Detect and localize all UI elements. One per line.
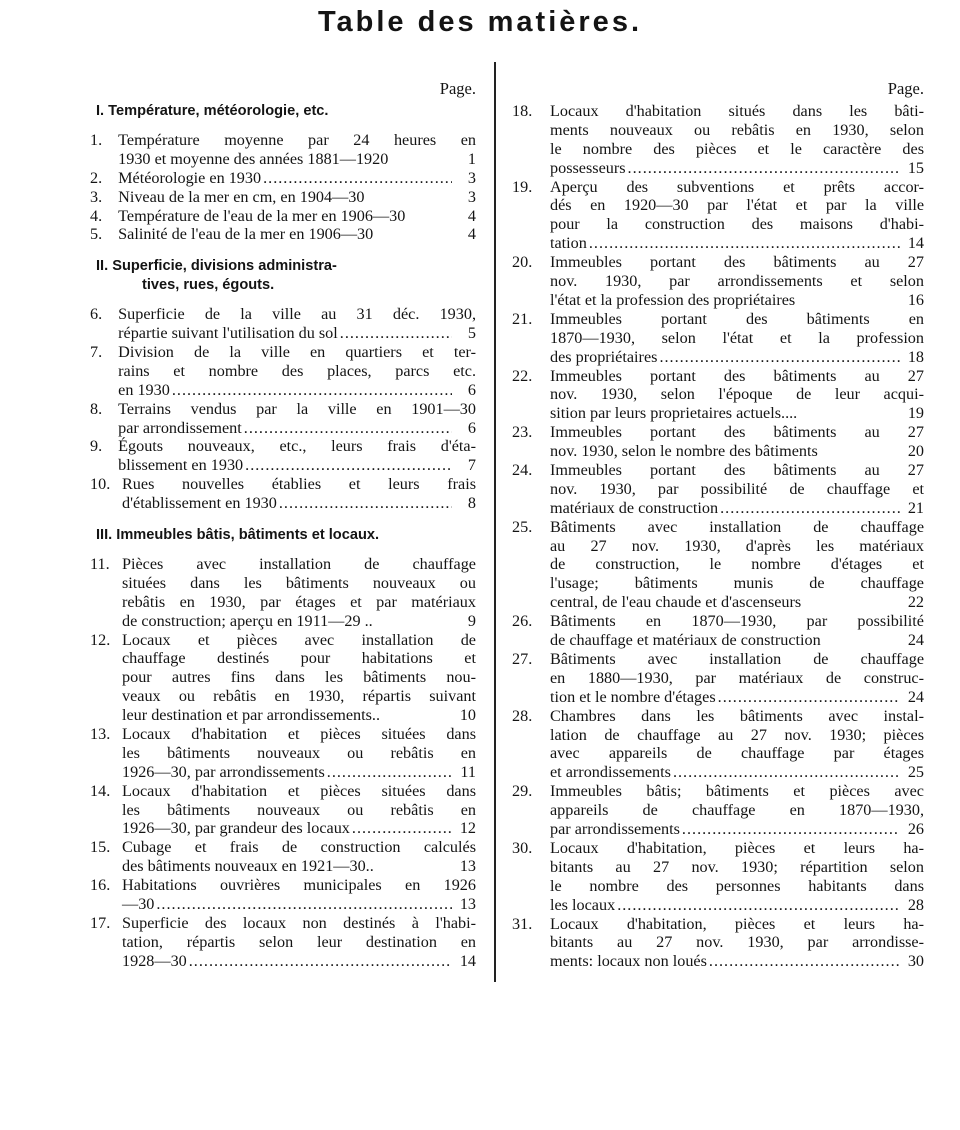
- entry-text: 1926—30, par grandeur des locaux: [122, 819, 350, 838]
- entry-line: de construction, le nombre d'étages et: [550, 555, 924, 574]
- entry-number: 17.: [90, 913, 111, 932]
- entry-line: Immeubles bâtis; bâtiments et pièces avec: [550, 782, 924, 801]
- entry-line: Bâtiments en 1870—1930, par possibilité: [550, 612, 924, 631]
- toc-entry: [90, 781, 476, 839]
- page-number: 16: [907, 290, 924, 309]
- heading-spacer: [106, 295, 476, 305]
- toc-entry: [512, 612, 924, 650]
- entry-body: [550, 650, 924, 707]
- entry-body: [550, 178, 924, 254]
- entry-number: 3.: [90, 187, 103, 206]
- toc-entry: [90, 187, 476, 207]
- toc-entry: [90, 554, 476, 631]
- toc-entry: [512, 915, 924, 972]
- entry-line: rebâtis en 1930, par étages et par matériaux: [122, 592, 476, 611]
- entry-text: matériaux de construction: [550, 498, 719, 517]
- entry-text: nov. 1930, selon le nombre des bâtiments: [550, 442, 818, 461]
- entry-line: ments nouveaux ou rebâtis en 1930, selon: [550, 120, 924, 139]
- right-column-body: [512, 102, 924, 971]
- entry-number: 21.: [512, 309, 533, 328]
- entry-number: 14.: [90, 781, 111, 800]
- page-number: 14: [459, 951, 476, 970]
- entry-line: pour la construction des maisons d'habi-: [550, 215, 924, 234]
- entry-line: Cubage et frais de construction calculés: [122, 838, 476, 857]
- page-number: 22: [907, 593, 924, 612]
- toc-entry: [90, 225, 476, 244]
- entry-line: [118, 207, 476, 226]
- entry-body: [118, 305, 476, 343]
- entry-number: 13.: [90, 724, 111, 743]
- entry-text: Niveau de la mer en cm, en 1904—30: [118, 187, 365, 206]
- entry-number: 31.: [512, 914, 533, 933]
- leader-space: [373, 612, 454, 631]
- entry-line: [118, 324, 476, 343]
- entry-number: 10.: [90, 475, 111, 494]
- entry-body: [118, 400, 476, 438]
- toc-entry: [512, 367, 924, 424]
- entry-text: des bâtiments nouveaux en 1921—30..: [122, 857, 374, 876]
- leader-space: [797, 404, 902, 423]
- entry-text: sition par leurs proprietaires actuels....: [550, 404, 798, 423]
- entry-line: Locaux et pièces avec installation de: [122, 630, 476, 649]
- entry-line: Division de la ville en quartiers et ter-: [118, 342, 476, 361]
- entry-text: de construction; aperçu en 1911—29 ..: [122, 611, 373, 630]
- entry-line: [550, 763, 924, 782]
- leader-space: [380, 706, 454, 725]
- toc-entry: [512, 461, 924, 518]
- toc-entry: [90, 168, 476, 188]
- entry-line: Locaux d'habitation, pièces et leurs ha-: [550, 914, 924, 933]
- entry-text: 1928—30: [122, 951, 187, 970]
- toc-entry: [90, 724, 476, 782]
- dot-leader: [172, 381, 452, 400]
- entry-line: [118, 381, 476, 400]
- entry-line: [550, 688, 924, 707]
- entry-line: [550, 291, 924, 310]
- entry-body: [122, 725, 476, 782]
- entry-body: [118, 437, 476, 475]
- entry-body: [118, 207, 476, 226]
- entry-line: [550, 442, 924, 461]
- entry-line: [550, 820, 924, 839]
- entry-line: au 27 nov. 1930, d'après les matériaux: [550, 536, 924, 555]
- dot-leader: [189, 952, 452, 971]
- entry-text: l'état et la profession des propriétaires: [550, 290, 796, 309]
- page-number: 8: [467, 494, 476, 513]
- page-number: 13: [459, 857, 476, 876]
- page-number: 13: [459, 895, 476, 914]
- toc-entry: [90, 437, 476, 475]
- page-number: 28: [907, 895, 924, 914]
- leader-space: [801, 593, 902, 612]
- entry-body: [550, 707, 924, 783]
- entry-body: [550, 612, 924, 650]
- entry-line: Locaux d'habitation et pièces situées dans: [122, 724, 476, 743]
- page-number: 30: [907, 952, 924, 971]
- entry-number: 26.: [512, 612, 533, 631]
- toc-entry: [90, 206, 476, 226]
- entry-line: Locaux d'habitation, pièces et leurs ha-: [550, 838, 924, 857]
- dot-leader: [659, 348, 900, 367]
- toc-entry: [90, 630, 476, 725]
- entry-line: [122, 819, 476, 838]
- entry-line: 1870—1930, selon l'état et la profession: [550, 328, 924, 347]
- heading-spacer: [106, 545, 476, 555]
- entry-line: Superficie des locaux non destinés à l'habi-: [122, 913, 476, 932]
- page-number: 19: [907, 404, 924, 423]
- entry-body: [118, 169, 476, 188]
- entry-body: [122, 838, 476, 876]
- leader-space: [821, 631, 902, 650]
- left-column-body: [90, 102, 476, 971]
- leader-space: [795, 291, 902, 310]
- section-spacer: [106, 513, 476, 526]
- page-column-header: [512, 80, 924, 99]
- page-number: 6: [467, 380, 476, 399]
- dot-leader: [327, 763, 452, 782]
- entry-line: [550, 159, 924, 178]
- entry-text: Température de l'eau de la mer en 1906—30: [118, 206, 406, 225]
- page-number: 1: [467, 149, 476, 168]
- entry-line: chauffage destinés pour habitations et: [122, 649, 476, 668]
- entry-line: Immeubles portant des bâtiments au 27: [550, 423, 924, 442]
- dot-leader: [589, 234, 900, 253]
- page-number: 9: [467, 611, 476, 630]
- toc-entry: [90, 342, 476, 400]
- entry-line: Aperçu des subventions et prêts accor-: [550, 177, 924, 196]
- entry-line: en 1880—1930, par matériaux de construc-: [550, 668, 924, 687]
- page-number: 14: [907, 234, 924, 253]
- entry-number: 18.: [512, 102, 533, 120]
- heading-spacer: [106, 121, 476, 131]
- entry-number: 28.: [512, 706, 533, 725]
- entry-text: de chauffage et matériaux de construction: [550, 631, 821, 650]
- entry-line: Pièces avec installation de chauffage: [122, 554, 476, 573]
- section-heading: III. Immeubles bâtis, bâtiments et locaux.: [96, 527, 380, 544]
- entry-number: 20.: [512, 253, 533, 272]
- entry-body: [550, 782, 924, 839]
- entry-number: 19.: [512, 177, 533, 196]
- leader-space: [818, 442, 902, 461]
- entry-line: [122, 952, 476, 971]
- dot-leader: [718, 688, 900, 707]
- dot-leader: [263, 169, 452, 188]
- entry-text: par arrondissement: [118, 418, 242, 437]
- entry-number: 11.: [90, 554, 110, 573]
- toc-entry: [90, 130, 476, 169]
- entry-line: Immeubles portant des bâtiments au 27: [550, 253, 924, 272]
- entry-line: l'usage; bâtiments munis de chauffage: [550, 574, 924, 593]
- entry-line: [550, 499, 924, 518]
- entry-line: rains et nombre des places, parcs etc.: [118, 361, 476, 380]
- leader-space: [388, 150, 454, 169]
- entry-line: [550, 234, 924, 253]
- entry-text: blissement en 1930: [118, 456, 244, 475]
- toc-entry: [512, 102, 924, 178]
- entry-number: 16.: [90, 876, 111, 895]
- entry-body: [550, 423, 924, 461]
- entry-body: [550, 253, 924, 310]
- entry-number: 7.: [90, 342, 103, 361]
- dot-leader: [352, 819, 452, 838]
- entry-number: 24.: [512, 461, 533, 480]
- entry-text: —30: [122, 895, 155, 914]
- entry-line: [550, 896, 924, 915]
- entry-number: 8.: [90, 399, 103, 418]
- toc-entry: [512, 310, 924, 367]
- entry-body: [118, 343, 476, 400]
- entry-body: [122, 555, 476, 631]
- toc-entry: [512, 707, 924, 783]
- dot-leader: [279, 494, 452, 513]
- entry-body: [122, 631, 476, 725]
- page-number: 7: [467, 456, 476, 475]
- entry-line: [122, 857, 476, 876]
- page-title: Table des matières.: [317, 6, 643, 38]
- leader-space: [364, 188, 454, 207]
- page-number: 5: [467, 324, 476, 343]
- entry-body: [550, 461, 924, 518]
- column-divider: [494, 62, 496, 982]
- section-heading: II. Superficie, divisions administra-: [96, 258, 337, 275]
- page-number: 10: [459, 706, 476, 725]
- toc-entry: [90, 475, 476, 513]
- entry-body: [550, 367, 924, 424]
- entry-line: lation de chauffage au 27 nov. 1930; pièces: [550, 725, 924, 744]
- toc-entry: [512, 423, 924, 461]
- entry-line: Rues nouvelles établies et leurs frais: [122, 475, 476, 494]
- entry-line: Superficie de la ville au 31 déc. 1930,: [118, 305, 476, 324]
- entry-line: [122, 763, 476, 782]
- dot-leader: [244, 419, 452, 438]
- toc-entry: [90, 399, 476, 438]
- entry-line: nov. 1930, par arrondissements et selon: [550, 272, 924, 291]
- page-number: 18: [907, 347, 924, 366]
- dot-leader: [340, 324, 452, 343]
- entry-number: 12.: [90, 630, 111, 649]
- entry-text: tion et le nombre d'étages: [550, 687, 716, 706]
- entry-number: 6.: [90, 305, 103, 324]
- dot-leader: [673, 763, 900, 782]
- entry-body: [118, 131, 476, 169]
- page-number: 11: [460, 762, 476, 781]
- page-column-header: [106, 80, 476, 99]
- entry-body: [550, 102, 924, 178]
- entry-line: Locaux d'habitation situés dans les bâti-: [550, 102, 924, 120]
- page-number: 24: [907, 631, 924, 650]
- entry-number: 9.: [90, 437, 103, 456]
- section-heading: tives, rues, égouts.: [142, 277, 275, 294]
- dot-leader: [682, 820, 900, 839]
- entry-line: les bâtiments nouveaux ou rebâtis en: [122, 800, 476, 819]
- dot-leader: [709, 952, 900, 971]
- section-spacer: [106, 244, 476, 257]
- entry-line: [122, 706, 476, 725]
- entry-line: nov. 1930, par possibilité de chauffage et: [550, 479, 924, 498]
- page-number: 3: [467, 187, 476, 206]
- entry-line: les bâtiments nouveaux ou rebâtis en: [122, 743, 476, 762]
- page-number: 21: [907, 498, 924, 517]
- page-number: 4: [467, 225, 476, 244]
- entry-line: Bâtiments avec installation de chauffage: [550, 517, 924, 536]
- toc-entry: [512, 178, 924, 254]
- entry-body: [550, 310, 924, 367]
- entry-number: 25.: [512, 517, 533, 536]
- page-number: 3: [467, 168, 476, 187]
- entry-body: [118, 188, 476, 207]
- entry-line: avec appareils de chauffage par étages: [550, 744, 924, 763]
- entry-number: 30.: [512, 838, 533, 857]
- entry-body: [122, 475, 476, 513]
- entry-line: Température moyenne par 24 heures en: [118, 130, 476, 149]
- entry-line: pour autres fins dans les bâtiments nou-: [122, 668, 476, 687]
- entry-line: tation, répartis selon leur destination en: [122, 932, 476, 951]
- page-label: Page.: [439, 79, 476, 98]
- entry-number: 1.: [90, 130, 103, 149]
- entry-number: 22.: [512, 366, 533, 385]
- entry-line: [122, 612, 476, 631]
- entry-text: par arrondissements: [550, 820, 680, 839]
- page-number: 26: [907, 820, 924, 839]
- leader-space: [374, 857, 454, 876]
- page-number: 20: [907, 442, 924, 461]
- page-number: 15: [907, 158, 924, 177]
- entry-line: [550, 952, 924, 971]
- entry-line: [550, 593, 924, 612]
- entry-body: [550, 839, 924, 915]
- toc-entry: [90, 305, 476, 343]
- entry-line: situées dans les bâtiments nouveaux ou: [122, 573, 476, 592]
- entry-number: 27.: [512, 649, 533, 668]
- entry-number: 5.: [90, 225, 103, 244]
- entry-line: Locaux d'habitation et pièces situées dans: [122, 781, 476, 800]
- left-column: [90, 79, 476, 971]
- entry-line: [550, 631, 924, 650]
- entry-body: [122, 876, 476, 914]
- entry-line: le nombre des pièces et le caractère des: [550, 139, 924, 158]
- entry-body: [550, 518, 924, 612]
- entry-line: [118, 169, 476, 188]
- dot-leader: [628, 159, 900, 178]
- entry-line: veaux ou rebâtis en 1930, répartis suivant: [122, 687, 476, 706]
- entry-line: [118, 188, 476, 207]
- entry-line: Chambres dans les bâtiments avec instal-: [550, 706, 924, 725]
- entry-body: [122, 782, 476, 839]
- dot-leader: [617, 896, 900, 915]
- entry-body: [550, 915, 924, 972]
- dot-leader: [156, 895, 452, 914]
- toc-entry: [512, 518, 924, 612]
- entry-line: Égouts nouveaux, etc., leurs frais d'éta-: [118, 437, 476, 456]
- entry-text: 1926—30, par arrondissements: [122, 762, 325, 781]
- entry-line: bitants au 27 nov. 1930; répartition selon: [550, 857, 924, 876]
- toc-entry: [512, 782, 924, 839]
- page-number: 4: [467, 206, 476, 225]
- entry-number: 15.: [90, 838, 111, 857]
- leader-space: [405, 207, 454, 226]
- toc-entry: [512, 839, 924, 915]
- entry-line: [118, 225, 476, 244]
- entry-line: [122, 895, 476, 914]
- page-number: 24: [907, 687, 924, 706]
- entry-line: [118, 419, 476, 438]
- entry-text: Salinité de l'eau de la mer en 1906—30: [118, 225, 374, 244]
- dot-leader: [245, 456, 452, 475]
- entry-line: nov. 1930, selon l'époque de leur acqui-: [550, 385, 924, 404]
- entry-line: Terrains vendus par la ville en 1901—30: [118, 399, 476, 418]
- entry-number: 23.: [512, 423, 533, 442]
- entry-text: et arrondissements: [550, 763, 671, 782]
- toc-entry: [90, 876, 476, 914]
- entry-line: Immeubles portant des bâtiments au 27: [550, 366, 924, 385]
- toc-entry: [512, 650, 924, 707]
- entry-line: bitants au 27 nov. 1930, par arrondisse-: [550, 933, 924, 952]
- page-number: 6: [467, 418, 476, 437]
- entry-text: d'établissement en 1930: [122, 494, 277, 513]
- page-number: 12: [459, 819, 476, 838]
- entry-text: ments: locaux non loués: [550, 952, 707, 971]
- page-number: 25: [907, 763, 924, 782]
- toc-entry: [512, 253, 924, 310]
- entry-number: 4.: [90, 206, 103, 225]
- entry-line: [118, 456, 476, 475]
- entry-text: leur destination et par arrondissements..: [122, 706, 381, 725]
- toc-entry: [90, 838, 476, 876]
- toc-entry: [90, 913, 476, 971]
- entry-line: [122, 494, 476, 513]
- entry-line: [550, 404, 924, 423]
- entry-text: Météorologie en 1930: [118, 168, 262, 187]
- entry-text: des propriétaires: [550, 347, 658, 366]
- section-heading: I. Température, météorologie, etc.: [96, 103, 329, 119]
- entry-line: Immeubles portant des bâtiments au 27: [550, 461, 924, 480]
- dot-leader: [720, 499, 900, 518]
- entry-line: [550, 348, 924, 367]
- page-label: Page.: [887, 79, 924, 98]
- entry-text: central, de l'eau chaude et d'ascenseurs: [550, 593, 802, 612]
- entry-line: [118, 150, 476, 169]
- entry-line: Immeubles portant des bâtiments en: [550, 309, 924, 328]
- entry-text: 1930 et moyenne des années 1881—1920: [118, 149, 389, 168]
- entry-line: appareils de chauffage en 1870—1930,: [550, 801, 924, 820]
- leader-space: [373, 225, 454, 244]
- entry-line: dés en 1920—30 par l'état et par la ville: [550, 196, 924, 215]
- entry-number: 2.: [90, 168, 103, 187]
- right-column: [512, 80, 924, 971]
- entry-text: répartie suivant l'utilisation du sol: [118, 324, 338, 343]
- entry-text: possesseurs: [550, 158, 626, 177]
- entry-line: le nombre des personnes habitants dans: [550, 876, 924, 895]
- entry-line: Habitations ouvrières municipales en 1926: [122, 876, 476, 895]
- entry-text: les locaux: [550, 895, 616, 914]
- entry-text: en 1930: [118, 380, 170, 399]
- entry-body: [118, 225, 476, 244]
- entry-number: 29.: [512, 782, 533, 801]
- entry-line: Bâtiments avec installation de chauffage: [550, 649, 924, 668]
- entry-body: [122, 914, 476, 971]
- entry-text: tation: [550, 234, 587, 253]
